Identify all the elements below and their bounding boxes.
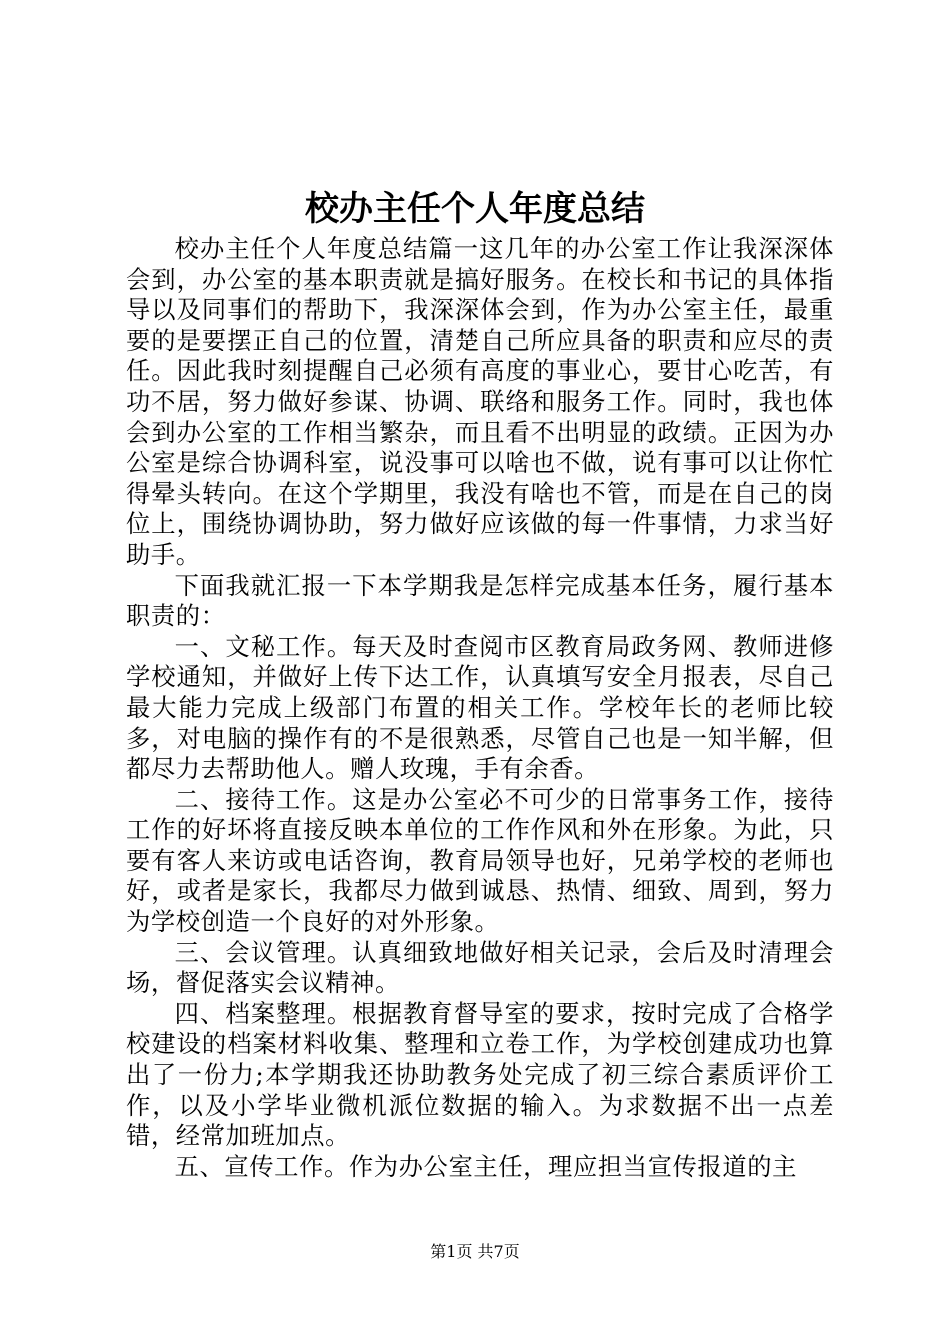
paragraph-overview: 下面我就汇报一下本学期我是怎样完成基本任务，履行基本职责的： <box>126 570 834 631</box>
page-footer: 第1页 共7页 <box>430 1242 520 1261</box>
paragraph-reception-work: 二、接待工作。这是办公室必不可少的日常事务工作，接待工作的好坏将直接反映本单位的工作作风和外在形象。为此，只要有客人来访或电话咨询，教育局领导也好，兄弟学校的老师也好，或者是家长，我都尽力做到诚恳、热情、细致、周到，努力为学校创造一个良好的对外形象。 <box>126 784 834 937</box>
paragraph-intro: 校办主任个人年度总结篇一这几年的办公室工作让我深深体会到，办公室的基本职责就是搞好服务。在校长和书记的具体指导以及同事们的帮助下，我深深体会到，作为办公室主任，最重要的是要摆正自己的位置，清楚自己所应具备的职责和应尽的责任。因此我时刻提醒自己必须有高度的事业心，要甘心吃苦，有功不居，努力做好参谋、协调、联络和服务工作。同时，我也体会到办公室的工作相当繁杂，而且看不出明显的政绩。正因为办公室是综合协调科室，说没事可以啥也不做，说有事可以让你忙得晕头转向。在这个学期里，我没有啥也不管，而是在自己的岗位上，围绕协调协助，努力做好应该做的每一件事情，力求当好助手。 <box>126 234 834 569</box>
paragraph-publicity-work: 五、宣传工作。作为办公室主任，理应担当宣传报道的主 <box>174 1151 798 1181</box>
document-body <box>126 234 834 1182</box>
paragraph-meeting-management: 三、会议管理。认真细致地做好相关记录，会后及时清理会场，督促落实会议精神。 <box>126 937 834 998</box>
paragraph-archive-management: 四、档案整理。根据教育督导室的要求，按时完成了合格学校建设的档案材料收集、整理和立卷工作，为学校创建成功也算出了一份力;本学期我还协助教务处完成了初三综合素质评价工作，以及小学毕业微机派位数据的输入。为求数据不出一点差错，经常加班加点。 <box>126 998 834 1151</box>
document-title: 校办主任个人年度总结 <box>305 189 645 229</box>
paragraph-secretarial-work: 一、文秘工作。每天及时查阅市区教育局政务网、教师进修学校通知，并做好上传下达工作，认真填写安全月报表，尽自己最大能力完成上级部门布置的相关工作。学校年长的老师比较多，对电脑的操作有的不是很熟悉，尽管自己也是一知半解，但都尽力去帮助他人。赠人玫瑰，手有余香。 <box>126 631 834 784</box>
